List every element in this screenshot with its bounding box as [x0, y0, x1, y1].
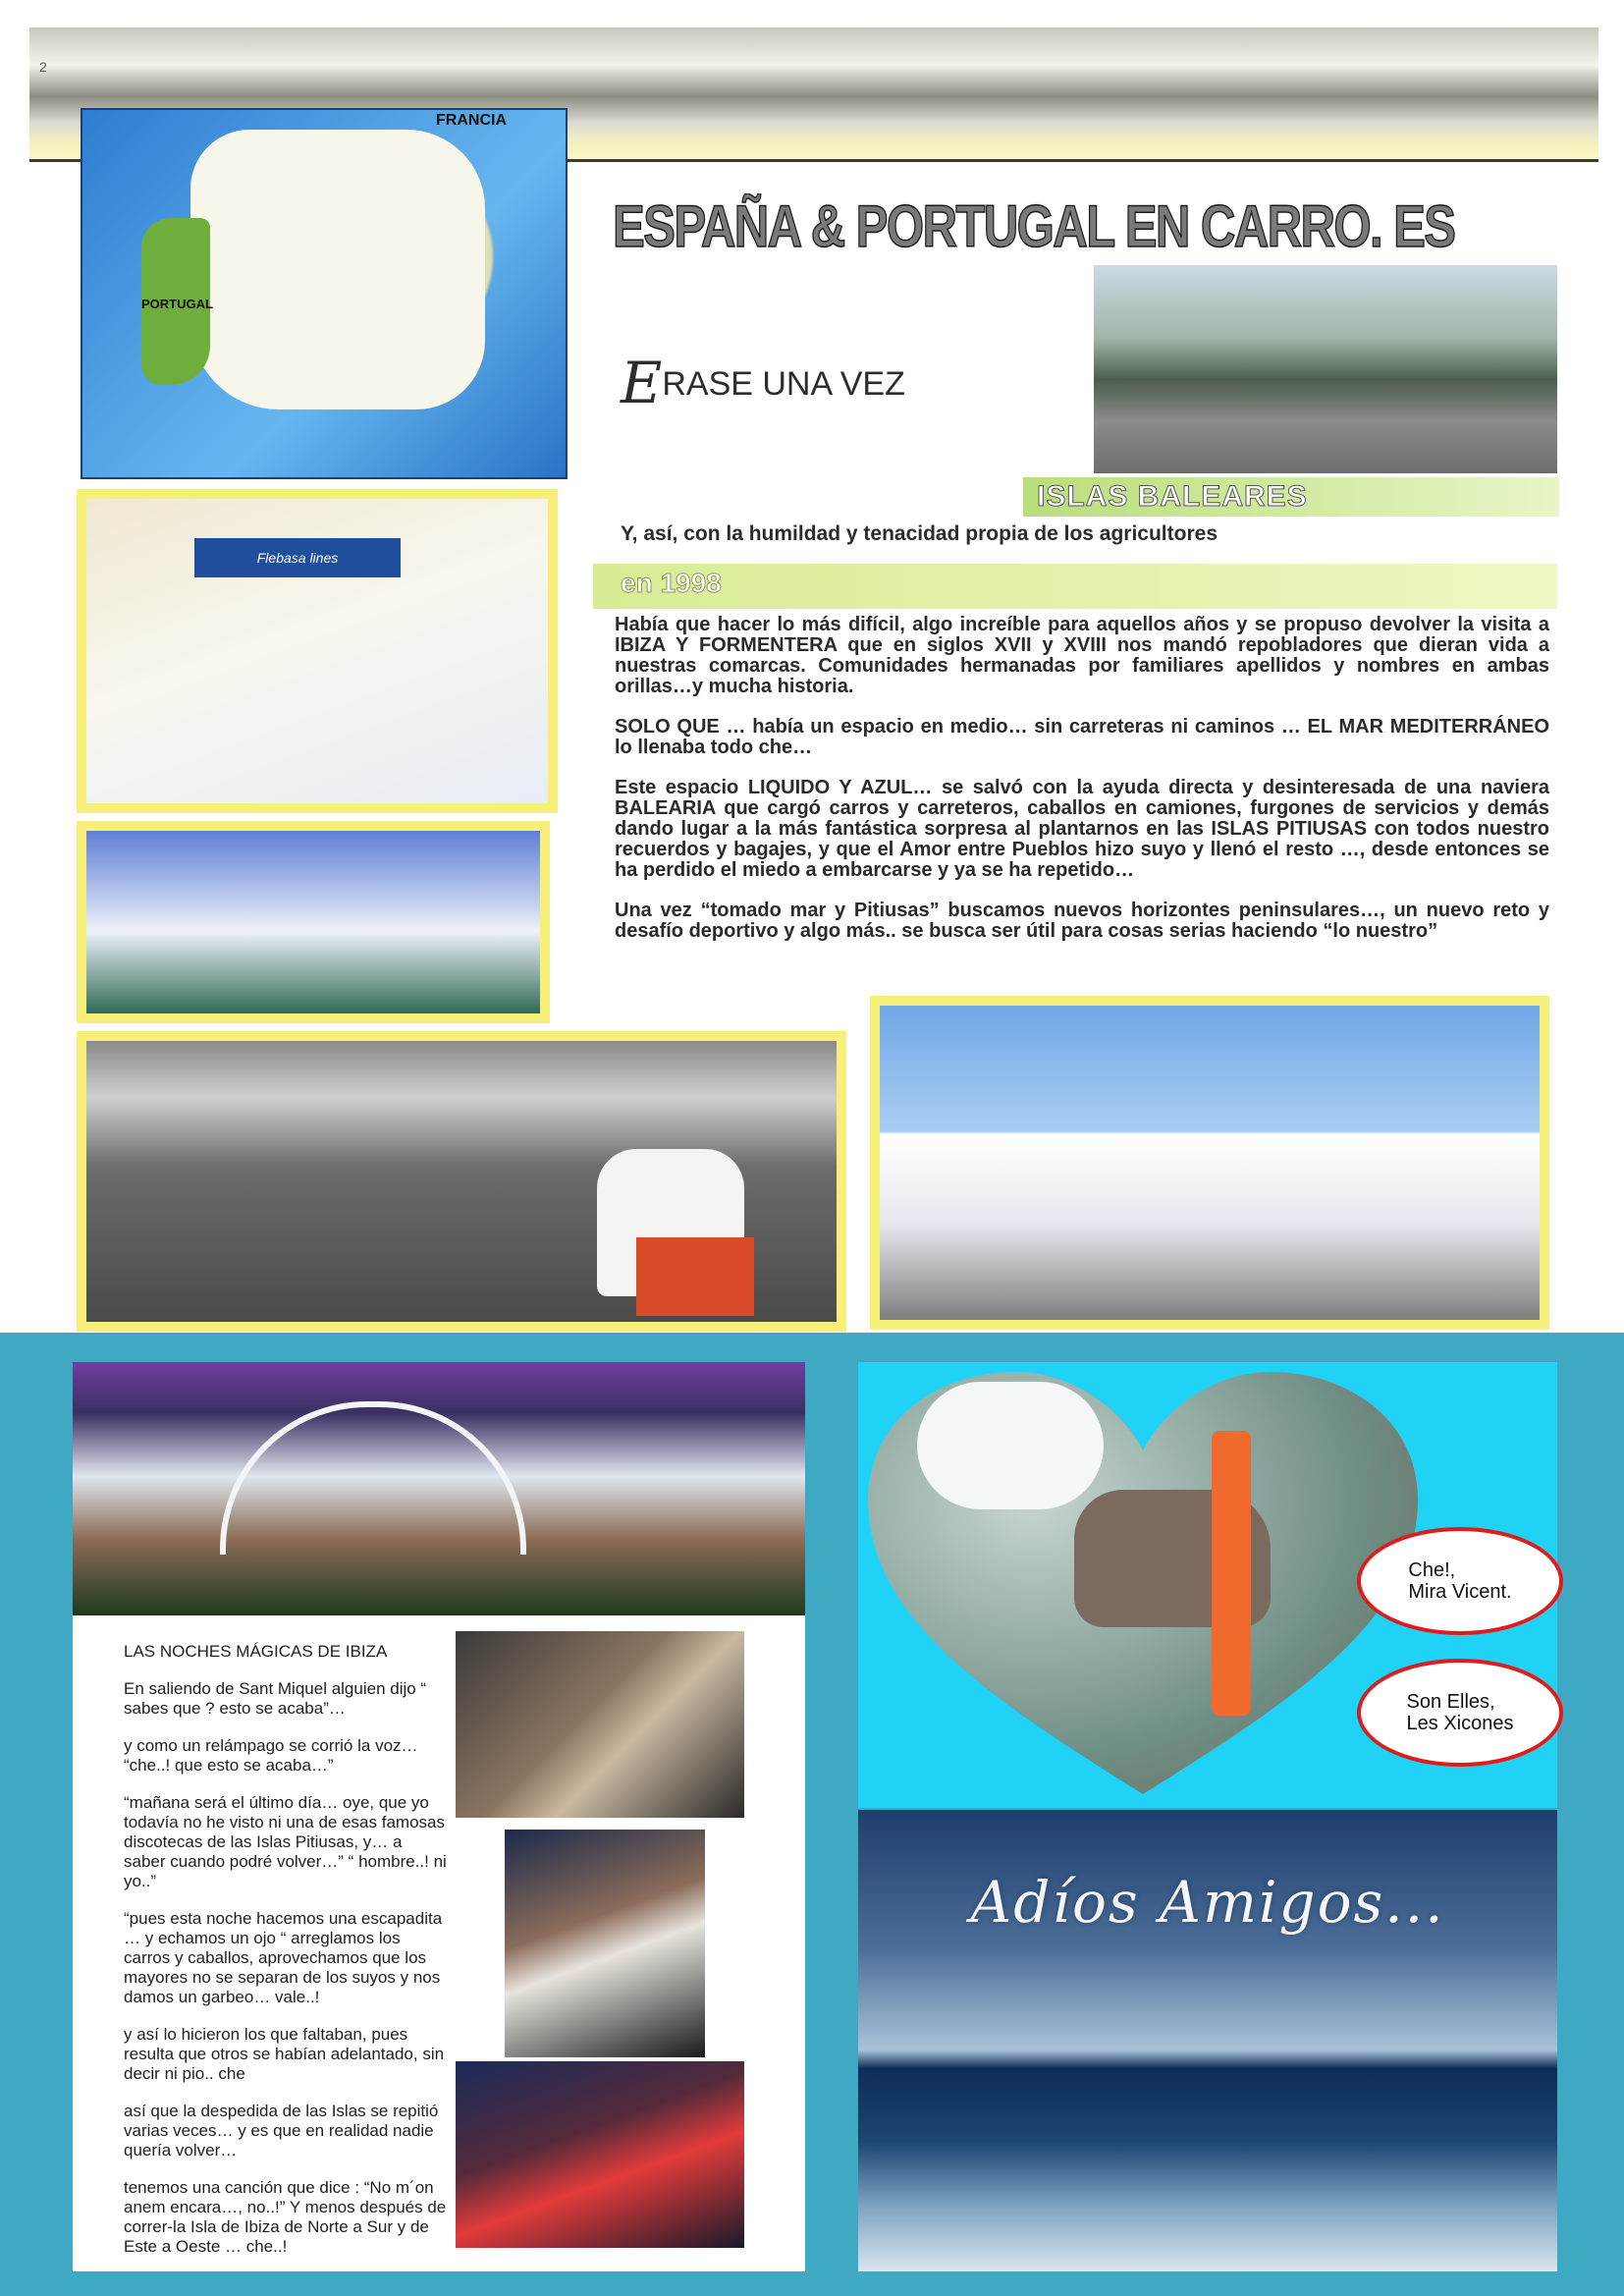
sea-farewell-panel	[858, 1810, 1557, 2271]
article-paragraph: Una vez “tomado mar y Pitiusas” buscamos nuevos horizontes peninsulares…, un nuevo reto y desafío deportivo y algo más.. se busca ser útil para cosas serias haciendo “lo nuestro”	[615, 900, 1549, 942]
wagon-cart-shape	[636, 1237, 754, 1316]
year-label: en 1998	[621, 568, 722, 598]
wagon-on-road-photo	[1094, 265, 1557, 473]
ibiza-nights-story	[124, 1642, 448, 2274]
map-label-france: FRANCIA	[436, 112, 507, 129]
islands-badge: ISLAS BALEARES	[1023, 477, 1559, 517]
party-dancers-photo	[505, 1830, 705, 2057]
story-paragraph: “mañana será el último día… oye, que yo todavía no he visto ni una de esas famosas discotecas de las Islas Pitiusas, y… a saber cuando podré volver…” “ hombre..! ni yo..”	[124, 1793, 447, 1890]
telescope-shape	[1212, 1431, 1251, 1716]
speech-line: Son Elles,	[1406, 1691, 1495, 1713]
speech-bubble	[1357, 1659, 1563, 1767]
story-title: LAS NOCHES MÁGICAS DE IBIZA	[124, 1642, 388, 1661]
speech-line: Mira Vicent.	[1408, 1581, 1512, 1603]
subtitle-text: RASE UNA VEZ	[662, 365, 905, 403]
map-spain-shape	[190, 130, 485, 410]
discotheque-photo	[73, 1362, 805, 1615]
intro-line: Y, así, con la humildad y tenacidad propia de los agricultores	[621, 522, 1218, 545]
article-paragraph: Había que hacer lo más difícil, algo increíble para aquellos años y se propuso devolver la visita a IBIZA Y FORMENTERA que en siglos XVII y XVIII nos mandó repobladores que dieran vida a nuestras comarcas. Comunidades hermanadas por familiares apellidos y nombres en ambas orillas…y mucha historia.	[615, 614, 1549, 697]
story-paragraph: y así lo hicieron los que faltaban, pues resulta que otros se habían adelantado, sin decir ni pio.. che	[124, 2025, 445, 2083]
article-body	[615, 615, 1549, 961]
year-bar	[593, 564, 1557, 609]
page-number: 2	[39, 59, 47, 75]
article-paragraph: SOLO QUE … había un espacio en medio… sin carreteras ni caminos … EL MAR MEDITERRÁNEO lo llenaba todo che…	[615, 716, 1549, 758]
party-crowd-photo	[456, 1631, 744, 1818]
subtitle-initial: E	[621, 350, 663, 416]
speech-line: Che!,	[1408, 1559, 1456, 1581]
heart-photo	[868, 1372, 1418, 1804]
ferry-deck-photo	[77, 821, 550, 1023]
map-label-portugal: PORTUGAL	[141, 297, 213, 311]
heart-postcard-panel	[858, 1362, 1557, 1808]
story-paragraph: así que la despedida de las Islas se repitió varias veces… y es que en realidad nadie quería volver…	[124, 2102, 439, 2159]
story-paragraph: “pues esta noche hacemos una escapadita … y echamos un ojo “ arreglamos los carros y caballos, aprovechamos que los mayores no se separan de los suyos y nos damos un garbeo… vale..!	[124, 1909, 443, 2006]
ibiza-nights-panel	[73, 1362, 805, 2271]
story-paragraph: y como un relámpago se corrió la voz… “che..! que esto se acaba…”	[124, 1736, 418, 1775]
ship-hold-wagons-photo	[77, 1031, 846, 1332]
subtitle	[621, 350, 905, 416]
gazebo-shape	[220, 1401, 526, 1555]
stage-performer-photo	[456, 2061, 744, 2248]
speech-bubble	[1357, 1527, 1563, 1635]
farewell-text: Adíos Amigos...	[970, 1869, 1445, 1936]
page-title: ESPAÑA & PORTUGAL EN CARRO. ES	[613, 193, 1455, 259]
ferry-route-map-image	[77, 489, 558, 813]
ferry-ship-photo	[870, 996, 1549, 1330]
iberia-map-image	[81, 108, 568, 479]
article-paragraph: Este espacio LIQUIDO Y AZUL… se salvó con la ayuda directa y desinteresada de una naviera BALEARIA que cargó carros y carreteros, caballos en camiones, furgones de servicios y demás dando lugar a la más fantástica sorpresa al plantarnos en las ISLAS PITIUSAS con todos nuestro recuerdos y bagajes, y que el Amor entre Pueblos hizo suyo y llenó el resto …, desde entonces se ha perdido el miedo a embarcarse y ya se ha repetido…	[615, 777, 1549, 881]
story-paragraph: En saliendo de Sant Miquel alguien dijo “ sabes que ? esto se acaba”…	[124, 1679, 427, 1718]
speech-line: Les Xicones	[1406, 1713, 1514, 1734]
ferry-company-sign: Flebasa lines	[194, 538, 401, 577]
thought-bubble-image	[917, 1382, 1104, 1509]
story-paragraph: tenemos una canción que dice : “No m´on anem encara…, no..!” Y menos después de correr-la Isla de Ibiza de Norte a Sur y de Este a Oeste … che..!	[124, 2178, 447, 2256]
